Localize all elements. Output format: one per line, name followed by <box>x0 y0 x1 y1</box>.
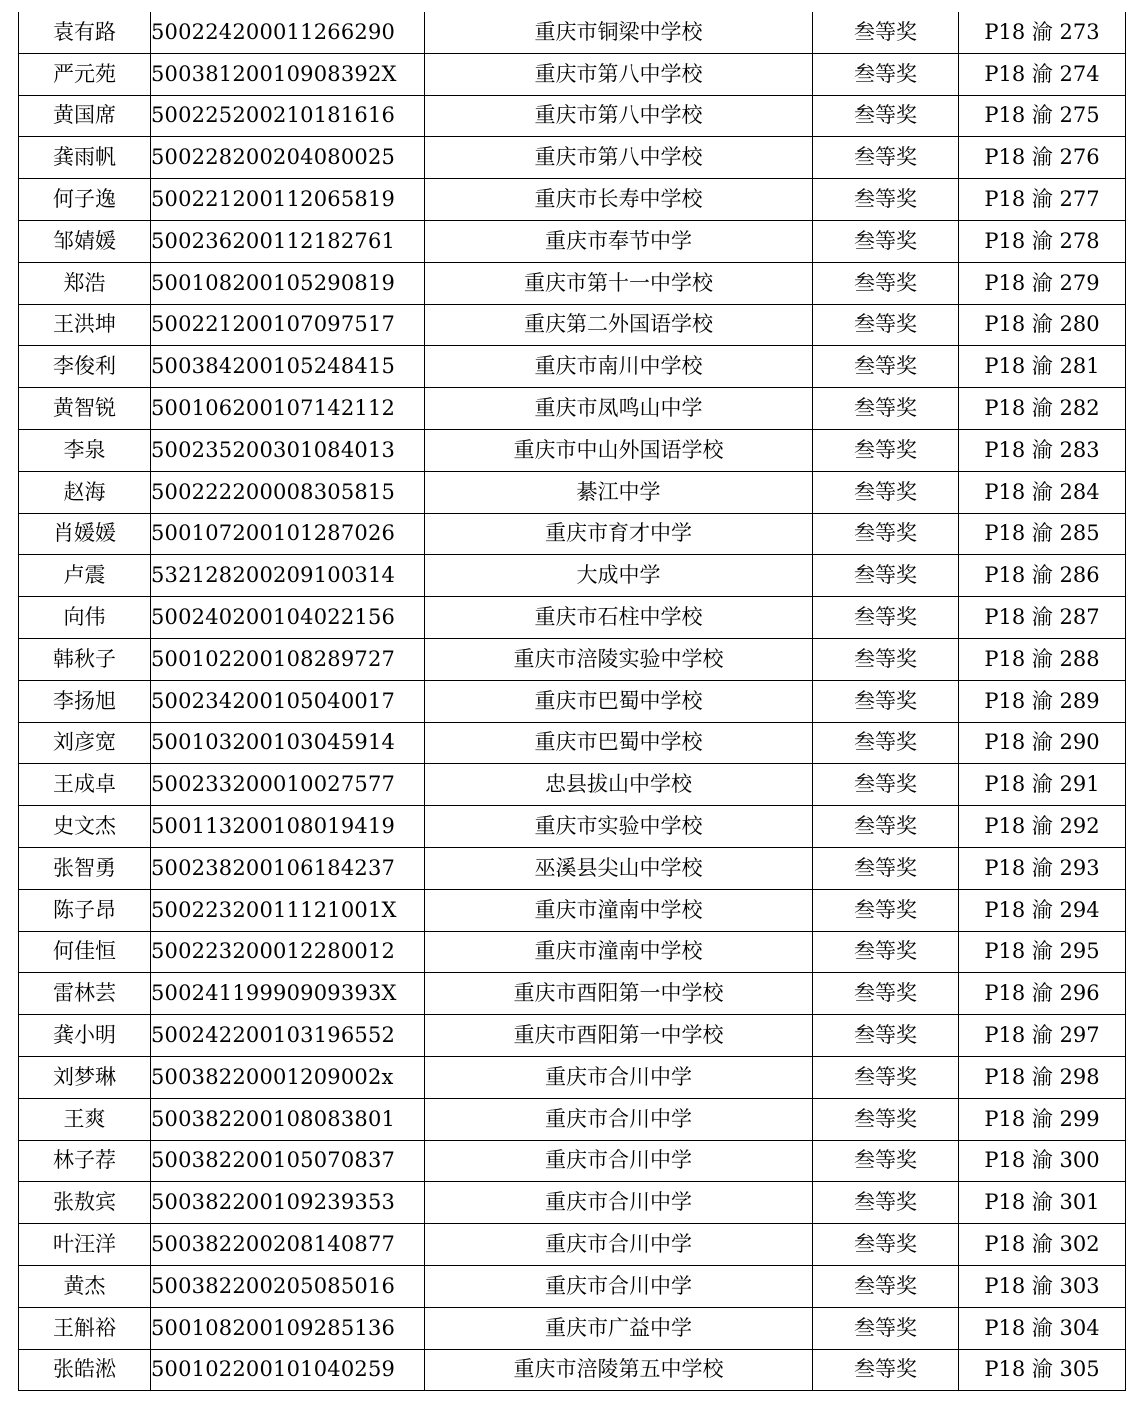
student-name: 龚雨帆 <box>19 137 151 179</box>
id-number: 500108200105290819 <box>151 262 425 304</box>
award-level: 叁等奖 <box>813 1015 959 1057</box>
id-number: 500233200010027577 <box>151 764 425 806</box>
school-name: 重庆市酉阳第一中学校 <box>425 973 813 1015</box>
award-level: 叁等奖 <box>813 513 959 555</box>
student-name: 黄智锐 <box>19 388 151 430</box>
award-level: 叁等奖 <box>813 220 959 262</box>
school-name: 重庆市合川中学 <box>425 1140 813 1182</box>
award-level: 叁等奖 <box>813 429 959 471</box>
id-number: 50024119990909393X <box>151 973 425 1015</box>
award-level: 叁等奖 <box>813 137 959 179</box>
student-name: 李俊利 <box>19 346 151 388</box>
id-number: 500225200210181616 <box>151 95 425 137</box>
table-row <box>19 220 1126 262</box>
award-level: 叁等奖 <box>813 973 959 1015</box>
table-row <box>19 137 1126 179</box>
award-level: 叁等奖 <box>813 1098 959 1140</box>
table-row <box>19 1182 1126 1224</box>
table-row <box>19 1307 1126 1349</box>
certificate-number: P18 渝 304 <box>959 1307 1126 1349</box>
table-row <box>19 304 1126 346</box>
table-row <box>19 555 1126 597</box>
student-name: 叶汪洋 <box>19 1224 151 1266</box>
id-number: 500106200107142112 <box>151 388 425 430</box>
id-number: 500221200107097517 <box>151 304 425 346</box>
id-number: 50038220001209002x <box>151 1056 425 1098</box>
id-number: 500224200011266290 <box>151 12 425 53</box>
student-name: 李泉 <box>19 429 151 471</box>
table-row <box>19 931 1126 973</box>
id-number: 500382200205085016 <box>151 1265 425 1307</box>
student-name: 林子荐 <box>19 1140 151 1182</box>
certificate-number: P18 渝 297 <box>959 1015 1126 1057</box>
school-name: 重庆市第八中学校 <box>425 95 813 137</box>
id-number: 500382200109239353 <box>151 1182 425 1224</box>
award-level: 叁等奖 <box>813 889 959 931</box>
student-name: 何佳恒 <box>19 931 151 973</box>
award-table <box>18 12 1126 1391</box>
school-name: 綦江中学 <box>425 471 813 513</box>
table-row <box>19 513 1126 555</box>
student-name: 严元苑 <box>19 53 151 95</box>
school-name: 重庆市凤鸣山中学 <box>425 388 813 430</box>
student-name: 何子逸 <box>19 179 151 221</box>
table-row <box>19 973 1126 1015</box>
certificate-number: P18 渝 294 <box>959 889 1126 931</box>
id-number: 500382200208140877 <box>151 1224 425 1266</box>
school-name: 重庆市涪陵实验中学校 <box>425 638 813 680</box>
certificate-number: P18 渝 273 <box>959 12 1126 53</box>
award-level: 叁等奖 <box>813 847 959 889</box>
school-name: 重庆市涪陵第五中学校 <box>425 1349 813 1391</box>
id-number: 500384200105248415 <box>151 346 425 388</box>
award-list-sheet <box>18 12 1125 1391</box>
school-name: 重庆市实验中学校 <box>425 806 813 848</box>
certificate-number: P18 渝 280 <box>959 304 1126 346</box>
school-name: 重庆市中山外国语学校 <box>425 429 813 471</box>
student-name: 王斛裕 <box>19 1307 151 1349</box>
id-number: 500235200301084013 <box>151 429 425 471</box>
certificate-number: P18 渝 277 <box>959 179 1126 221</box>
award-level: 叁等奖 <box>813 1056 959 1098</box>
award-level: 叁等奖 <box>813 806 959 848</box>
school-name: 重庆市潼南中学校 <box>425 889 813 931</box>
student-name: 刘彦宽 <box>19 722 151 764</box>
award-level: 叁等奖 <box>813 179 959 221</box>
student-name: 雷林芸 <box>19 973 151 1015</box>
award-level: 叁等奖 <box>813 1265 959 1307</box>
school-name: 大成中学 <box>425 555 813 597</box>
certificate-number: P18 渝 295 <box>959 931 1126 973</box>
certificate-number: P18 渝 275 <box>959 95 1126 137</box>
award-level: 叁等奖 <box>813 764 959 806</box>
certificate-number: P18 渝 282 <box>959 388 1126 430</box>
table-row <box>19 429 1126 471</box>
certificate-number: P18 渝 299 <box>959 1098 1126 1140</box>
award-level: 叁等奖 <box>813 95 959 137</box>
school-name: 重庆市合川中学 <box>425 1265 813 1307</box>
certificate-number: P18 渝 290 <box>959 722 1126 764</box>
certificate-number: P18 渝 296 <box>959 973 1126 1015</box>
certificate-number: P18 渝 281 <box>959 346 1126 388</box>
school-name: 重庆市长寿中学校 <box>425 179 813 221</box>
student-name: 刘梦琳 <box>19 1056 151 1098</box>
id-number: 500238200106184237 <box>151 847 425 889</box>
certificate-number: P18 渝 292 <box>959 806 1126 848</box>
award-level: 叁等奖 <box>813 304 959 346</box>
certificate-number: P18 渝 287 <box>959 597 1126 639</box>
student-name: 黄国席 <box>19 95 151 137</box>
table-row <box>19 1056 1126 1098</box>
certificate-number: P18 渝 305 <box>959 1349 1126 1391</box>
table-row <box>19 597 1126 639</box>
table-row <box>19 53 1126 95</box>
id-number: 500102200108289727 <box>151 638 425 680</box>
school-name: 重庆市铜梁中学校 <box>425 12 813 53</box>
school-name: 重庆市第十一中学校 <box>425 262 813 304</box>
id-number: 532128200209100314 <box>151 555 425 597</box>
student-name: 肖媛媛 <box>19 513 151 555</box>
award-level: 叁等奖 <box>813 638 959 680</box>
id-number: 500382200108083801 <box>151 1098 425 1140</box>
award-level: 叁等奖 <box>813 53 959 95</box>
school-name: 重庆市石柱中学校 <box>425 597 813 639</box>
student-name: 张智勇 <box>19 847 151 889</box>
school-name: 重庆市巴蜀中学校 <box>425 722 813 764</box>
student-name: 王爽 <box>19 1098 151 1140</box>
student-name: 张敖宾 <box>19 1182 151 1224</box>
id-number: 500221200112065819 <box>151 179 425 221</box>
table-row <box>19 722 1126 764</box>
id-number: 500108200109285136 <box>151 1307 425 1349</box>
award-level: 叁等奖 <box>813 1140 959 1182</box>
certificate-number: P18 渝 286 <box>959 555 1126 597</box>
school-name: 重庆市第八中学校 <box>425 137 813 179</box>
school-name: 重庆市育才中学 <box>425 513 813 555</box>
certificate-number: P18 渝 279 <box>959 262 1126 304</box>
id-number: 500382200105070837 <box>151 1140 425 1182</box>
school-name: 重庆第二外国语学校 <box>425 304 813 346</box>
school-name: 重庆市合川中学 <box>425 1098 813 1140</box>
table-row <box>19 179 1126 221</box>
id-number: 500236200112182761 <box>151 220 425 262</box>
certificate-number: P18 渝 283 <box>959 429 1126 471</box>
id-number: 50022320011121001X <box>151 889 425 931</box>
table-row <box>19 889 1126 931</box>
student-name: 黄杰 <box>19 1265 151 1307</box>
id-number: 500223200012280012 <box>151 931 425 973</box>
student-name: 卢震 <box>19 555 151 597</box>
award-level: 叁等奖 <box>813 1307 959 1349</box>
student-name: 赵海 <box>19 471 151 513</box>
table-row <box>19 1265 1126 1307</box>
certificate-number: P18 渝 278 <box>959 220 1126 262</box>
student-name: 韩秋子 <box>19 638 151 680</box>
student-name: 向伟 <box>19 597 151 639</box>
table-row <box>19 471 1126 513</box>
table-row <box>19 1140 1126 1182</box>
school-name: 重庆市酉阳第一中学校 <box>425 1015 813 1057</box>
table-row <box>19 764 1126 806</box>
award-level: 叁等奖 <box>813 931 959 973</box>
award-level: 叁等奖 <box>813 346 959 388</box>
table-row <box>19 847 1126 889</box>
school-name: 重庆市合川中学 <box>425 1182 813 1224</box>
table-row <box>19 1015 1126 1057</box>
award-level: 叁等奖 <box>813 1182 959 1224</box>
award-level: 叁等奖 <box>813 722 959 764</box>
table-row <box>19 346 1126 388</box>
student-name: 龚小明 <box>19 1015 151 1057</box>
school-name: 重庆市巴蜀中学校 <box>425 680 813 722</box>
id-number: 50038120010908392X <box>151 53 425 95</box>
student-name: 张皓淞 <box>19 1349 151 1391</box>
certificate-number: P18 渝 285 <box>959 513 1126 555</box>
certificate-number: P18 渝 293 <box>959 847 1126 889</box>
table-row <box>19 1349 1126 1391</box>
award-level: 叁等奖 <box>813 597 959 639</box>
id-number: 500103200103045914 <box>151 722 425 764</box>
student-name: 李扬旭 <box>19 680 151 722</box>
id-number: 500102200101040259 <box>151 1349 425 1391</box>
certificate-number: P18 渝 274 <box>959 53 1126 95</box>
award-level: 叁等奖 <box>813 471 959 513</box>
certificate-number: P18 渝 298 <box>959 1056 1126 1098</box>
award-level: 叁等奖 <box>813 1224 959 1266</box>
certificate-number: P18 渝 276 <box>959 137 1126 179</box>
student-name: 王成卓 <box>19 764 151 806</box>
award-level: 叁等奖 <box>813 12 959 53</box>
certificate-number: P18 渝 291 <box>959 764 1126 806</box>
id-number: 500240200104022156 <box>151 597 425 639</box>
certificate-number: P18 渝 284 <box>959 471 1126 513</box>
table-row <box>19 262 1126 304</box>
school-name: 重庆市合川中学 <box>425 1224 813 1266</box>
award-level: 叁等奖 <box>813 262 959 304</box>
student-name: 史文杰 <box>19 806 151 848</box>
award-table-body <box>19 12 1126 1391</box>
school-name: 巫溪县尖山中学校 <box>425 847 813 889</box>
certificate-number: P18 渝 303 <box>959 1265 1126 1307</box>
student-name: 郑浩 <box>19 262 151 304</box>
id-number: 500113200108019419 <box>151 806 425 848</box>
student-name: 邹婧媛 <box>19 220 151 262</box>
school-name: 重庆市合川中学 <box>425 1056 813 1098</box>
school-name: 重庆市潼南中学校 <box>425 931 813 973</box>
table-row <box>19 806 1126 848</box>
table-row <box>19 12 1126 53</box>
id-number: 500242200103196552 <box>151 1015 425 1057</box>
table-row <box>19 388 1126 430</box>
school-name: 重庆市广益中学 <box>425 1307 813 1349</box>
student-name: 陈子昂 <box>19 889 151 931</box>
table-row <box>19 680 1126 722</box>
school-name: 重庆市第八中学校 <box>425 53 813 95</box>
id-number: 500222200008305815 <box>151 471 425 513</box>
table-row <box>19 1098 1126 1140</box>
certificate-number: P18 渝 302 <box>959 1224 1126 1266</box>
school-name: 忠县拔山中学校 <box>425 764 813 806</box>
table-row <box>19 638 1126 680</box>
award-level: 叁等奖 <box>813 388 959 430</box>
certificate-number: P18 渝 288 <box>959 638 1126 680</box>
award-level: 叁等奖 <box>813 680 959 722</box>
id-number: 500228200204080025 <box>151 137 425 179</box>
award-level: 叁等奖 <box>813 555 959 597</box>
student-name: 王洪坤 <box>19 304 151 346</box>
certificate-number: P18 渝 289 <box>959 680 1126 722</box>
id-number: 500107200101287026 <box>151 513 425 555</box>
id-number: 500234200105040017 <box>151 680 425 722</box>
table-row <box>19 95 1126 137</box>
certificate-number: P18 渝 300 <box>959 1140 1126 1182</box>
award-level: 叁等奖 <box>813 1349 959 1391</box>
student-name: 袁有路 <box>19 12 151 53</box>
table-row <box>19 1224 1126 1266</box>
school-name: 重庆市南川中学校 <box>425 346 813 388</box>
school-name: 重庆市奉节中学 <box>425 220 813 262</box>
certificate-number: P18 渝 301 <box>959 1182 1126 1224</box>
